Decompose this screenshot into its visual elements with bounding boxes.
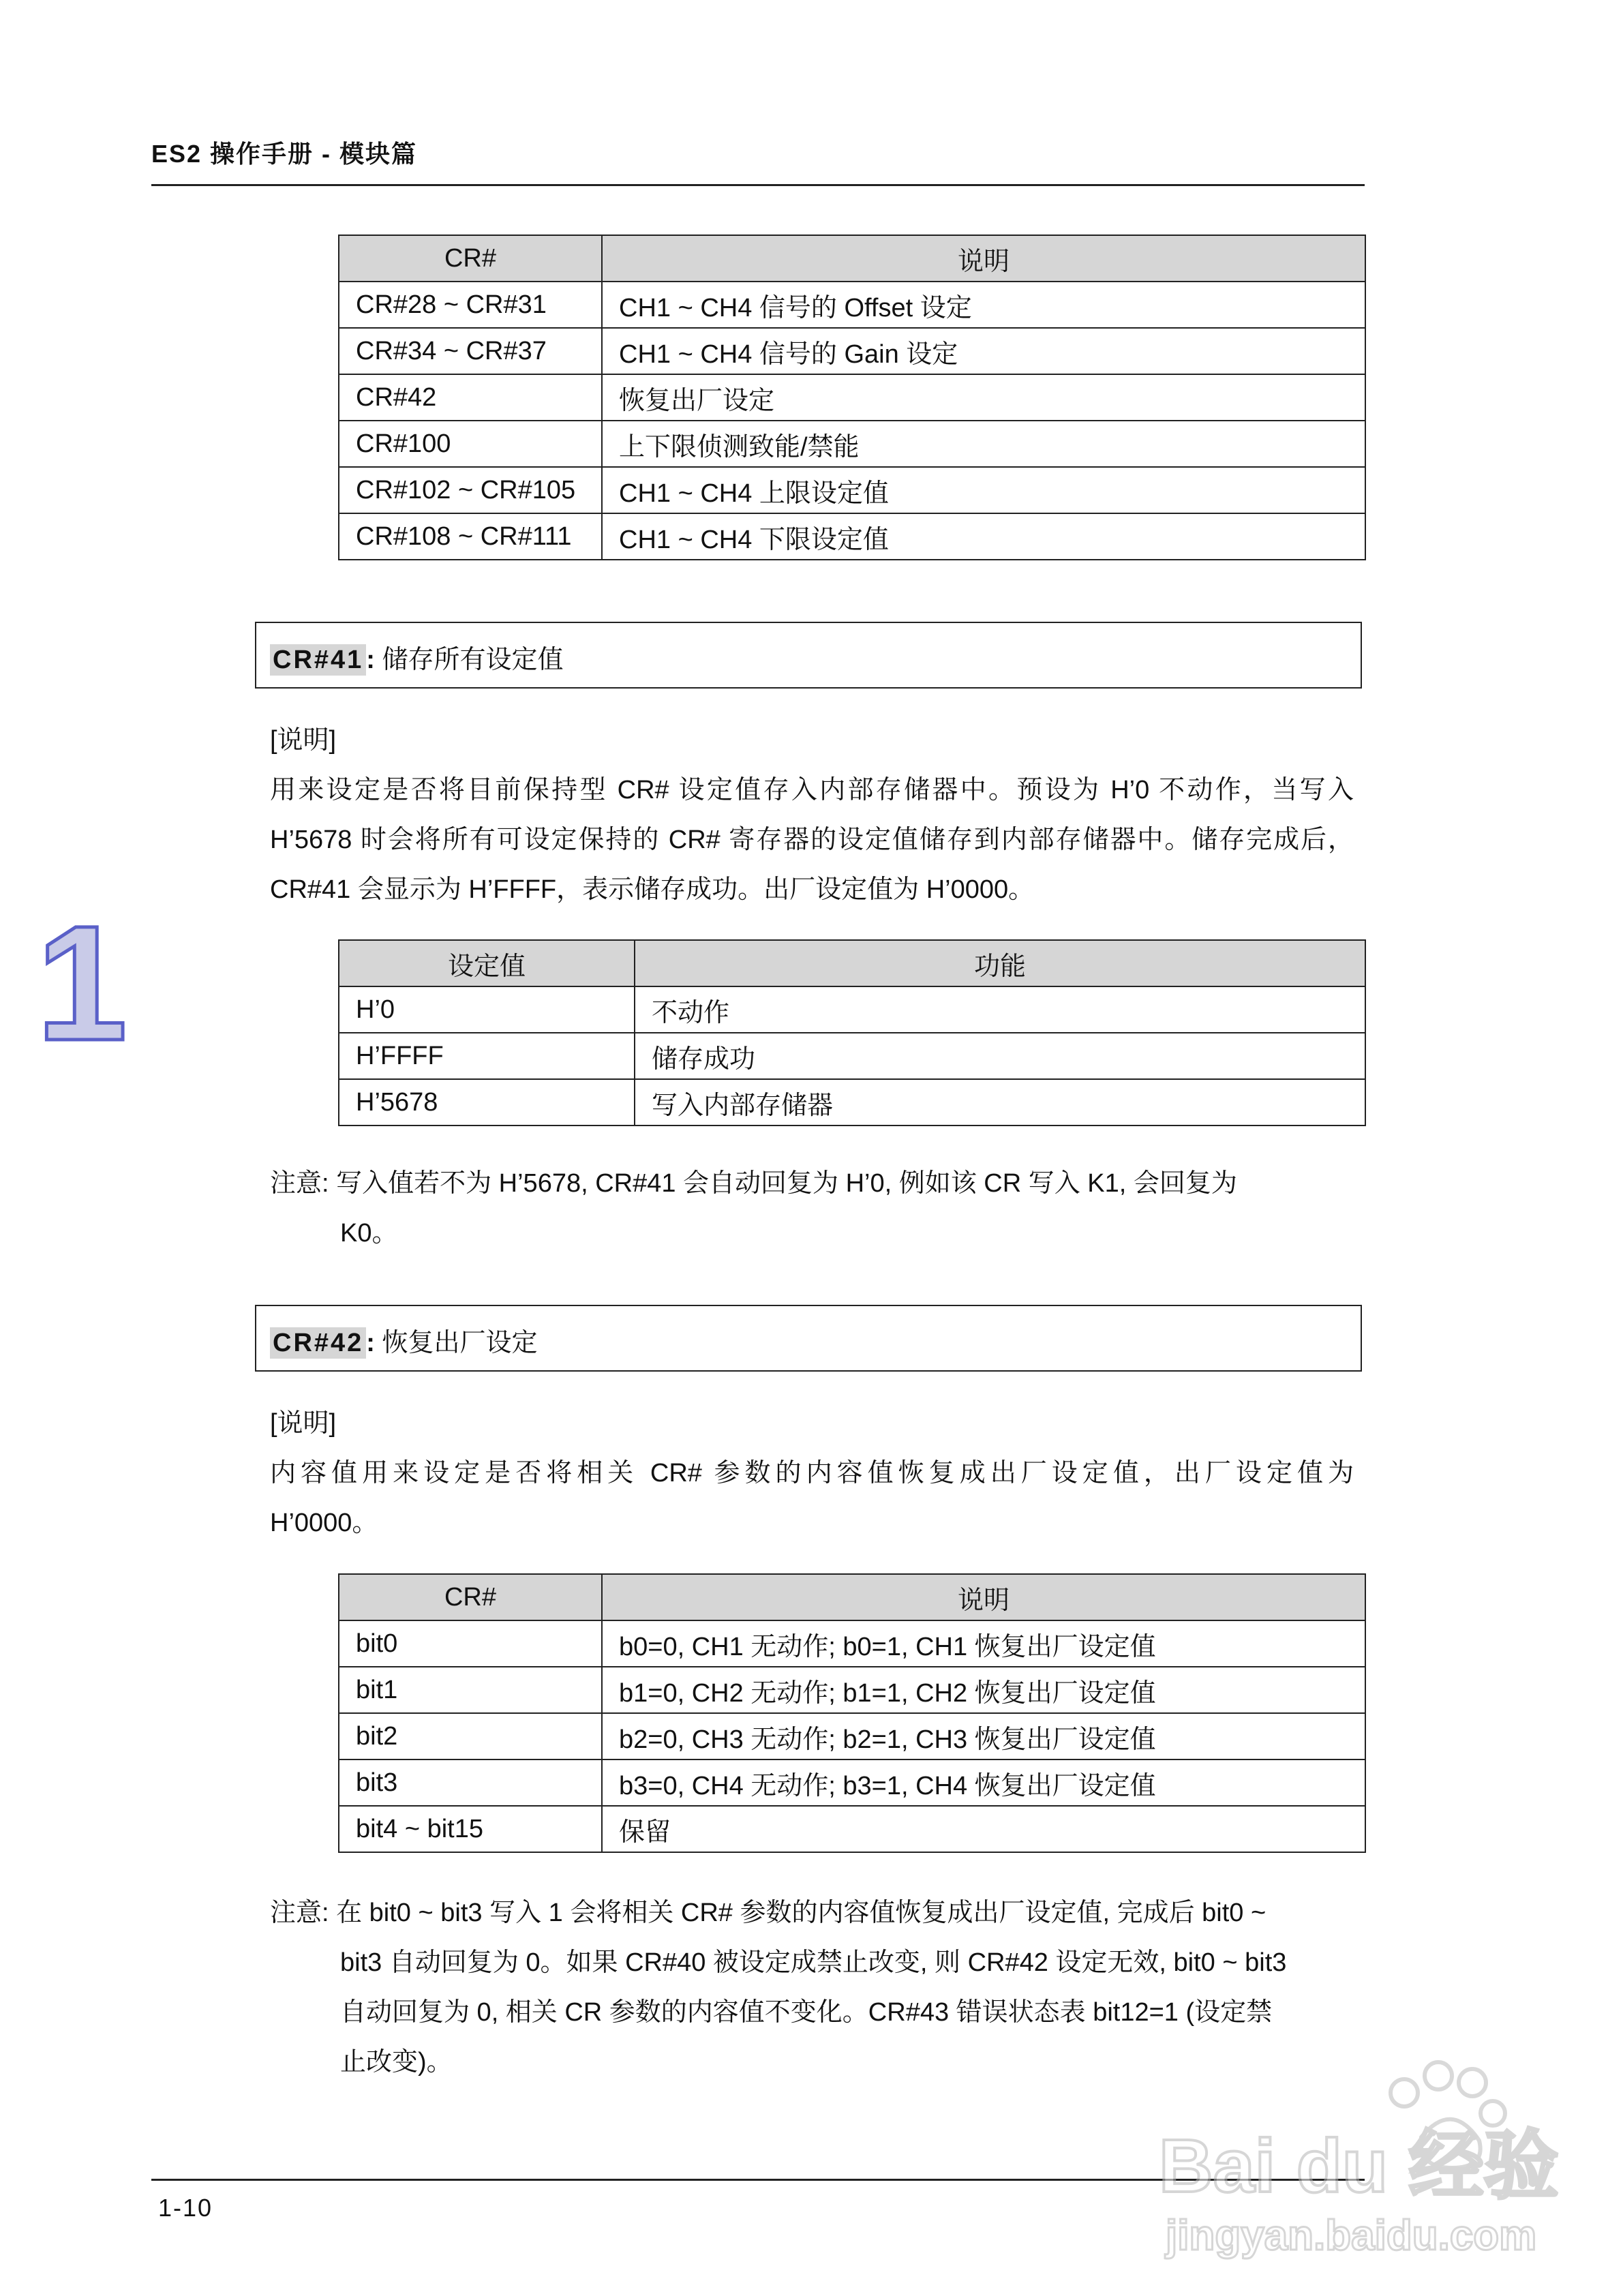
table-cell: CR#108 ~ CR#111 xyxy=(339,513,602,560)
table-cell: CR#100 xyxy=(339,421,602,467)
cr42-description xyxy=(270,1399,1354,1548)
cr41-title: 储存所有设定值 xyxy=(382,646,564,674)
chapter-marker xyxy=(36,892,127,1074)
table-row xyxy=(339,1033,1365,1079)
table-cell: CH1 ~ CH4 下限设定值 xyxy=(602,513,1365,560)
section-cr42-title-box xyxy=(255,1305,1362,1372)
section-cr41-title-box xyxy=(255,622,1362,689)
cr41-colon: : xyxy=(366,646,375,674)
chapter-number: 1 xyxy=(36,892,127,1074)
cr41-values-table xyxy=(338,939,1366,1126)
table-header-cell: CR# xyxy=(339,235,602,282)
cr42-title: 恢复出厂设定 xyxy=(382,1329,538,1357)
desc-label: [说明] xyxy=(270,1409,337,1438)
cr42-colon: : xyxy=(366,1329,375,1357)
cr42-bits-table xyxy=(338,1573,1366,1853)
table-header-cell: 说明 xyxy=(602,1574,1365,1620)
table-row xyxy=(339,1806,1365,1852)
cr-overview-table xyxy=(338,235,1366,560)
table-cell: CH1 ~ CH4 信号的 Offset 设定 xyxy=(602,282,1365,328)
note-line: 注意: 在 bit0 ~ bit3 写入 1 会将相关 CR# 参数的内容值恢复成出厂设定值, 完成后 bit0 ~ xyxy=(270,1899,1266,1927)
table-header-cell: 功能 xyxy=(635,940,1365,986)
table-row xyxy=(339,282,1365,328)
table-cell: CR#34 ~ CR#37 xyxy=(339,328,602,374)
table-row xyxy=(339,1620,1365,1667)
table-cell: bit1 xyxy=(339,1667,602,1713)
table-cell: H’5678 xyxy=(339,1079,635,1126)
cr41-label: CR#41 xyxy=(270,644,366,676)
table-header-cell: CR# xyxy=(339,1574,602,1620)
table-row xyxy=(339,1759,1365,1806)
table-cell: b0=0, CH1 无动作; b0=1, CH1 恢复出厂设定值 xyxy=(602,1620,1365,1667)
table-header-row xyxy=(339,1574,1365,1620)
header-title: ES2 操作手册 - 模块篇 xyxy=(151,140,418,168)
table-cell: bit2 xyxy=(339,1713,602,1759)
table-header-cell: 说明 xyxy=(602,235,1365,282)
baidu-watermark xyxy=(1159,2045,1559,2270)
table-cell: 恢复出厂设定 xyxy=(602,374,1365,421)
table-cell: 写入内部存储器 xyxy=(635,1079,1365,1126)
table-cell: b2=0, CH3 无动作; b2=1, CH3 恢复出厂设定值 xyxy=(602,1713,1365,1759)
table-cell: bit3 xyxy=(339,1759,602,1806)
table-cell: CR#102 ~ CR#105 xyxy=(339,467,602,513)
note-line: 止改变)。 xyxy=(340,2048,453,2076)
table-row xyxy=(339,421,1365,467)
header-divider xyxy=(151,184,1365,186)
desc-label: [说明] xyxy=(270,726,337,755)
table-row xyxy=(339,1667,1365,1713)
table-cell: H’0 xyxy=(339,986,635,1033)
table-row xyxy=(339,986,1365,1033)
table-row xyxy=(339,374,1365,421)
watermark-url: jingyan.baidu.com xyxy=(1166,2212,1537,2259)
table-cell: CH1 ~ CH4 信号的 Gain 设定 xyxy=(602,328,1365,374)
table-cell: CR#42 xyxy=(339,374,602,421)
cr41-description xyxy=(270,716,1354,915)
note-line: 注意: 写入值若不为 H’5678, CR#41 会自动回复为 H’0, 例如该 CR 写入 K1, 会回复为 xyxy=(270,1169,1237,1198)
table-cell: H’FFFF xyxy=(339,1033,635,1079)
cr42-label: CR#42 xyxy=(270,1327,366,1359)
table-row xyxy=(339,513,1365,560)
table-row xyxy=(339,328,1365,374)
table-cell: CH1 ~ CH4 上限设定值 xyxy=(602,467,1365,513)
desc-line: H’5678 时会将所有可设定保持的 CR# 寄存器的设定值储存到内部存储器中。储存完成后， xyxy=(270,826,1354,854)
desc-line: 用来设定是否将目前保持型 CR# 设定值存入内部存储器中。预设为 H’0 不动作，当写入 xyxy=(270,776,1354,804)
desc-line: CR#41 会显示为 H’FFFF，表示储存成功。出厂设定值为 H’0000。 xyxy=(270,875,1035,904)
table-cell: b3=0, CH4 无动作; b3=1, CH4 恢复出厂设定值 xyxy=(602,1759,1365,1806)
table-cell: 上下限侦测致能/禁能 xyxy=(602,421,1365,467)
table-header-row xyxy=(339,235,1365,282)
table-cell: bit0 xyxy=(339,1620,602,1667)
page-number: 1-10 xyxy=(158,2194,213,2222)
note-line: bit3 自动回复为 0。如果 CR#40 被设定成禁止改变, 则 CR#42 设定无效, bit0 ~ bit3 xyxy=(340,1948,1287,1977)
table-cell: 保留 xyxy=(602,1806,1365,1852)
table-cell: 不动作 xyxy=(635,986,1365,1033)
cr41-note xyxy=(270,1159,1361,1258)
desc-line: H’0000。 xyxy=(270,1509,378,1537)
table-row xyxy=(339,1079,1365,1126)
note-line: 自动回复为 0, 相关 CR 参数的内容值不变化。CR#43 错误状态表 bit12=1 (设定禁 xyxy=(340,1998,1273,2027)
table-header-cell: 设定值 xyxy=(339,940,635,986)
table-cell: bit4 ~ bit15 xyxy=(339,1806,602,1852)
table-cell: CR#28 ~ CR#31 xyxy=(339,282,602,328)
table-row xyxy=(339,1713,1365,1759)
table-cell: 储存成功 xyxy=(635,1033,1365,1079)
table-header-row xyxy=(339,940,1365,986)
table-row xyxy=(339,467,1365,513)
table-cell: b1=0, CH2 无动作; b1=1, CH2 恢复出厂设定值 xyxy=(602,1667,1365,1713)
watermark-brand: Bai du 经验 xyxy=(1159,2124,1559,2208)
desc-line: 内容值用来设定是否将相关 CR# 参数的内容值恢复成出厂设定值，出厂设定值为 xyxy=(270,1459,1354,1487)
note-line: K0。 xyxy=(340,1219,398,1248)
